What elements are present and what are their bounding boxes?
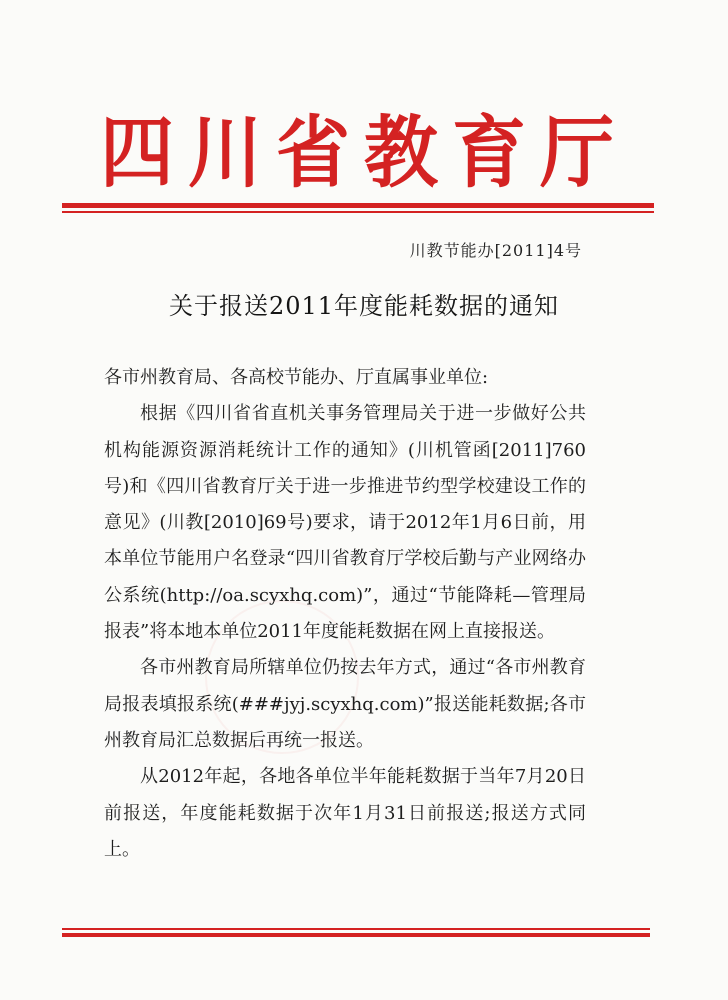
header-thick-rule <box>62 203 654 208</box>
salutation: 各市州教育局、各高校节能办、厅直属事业单位: <box>104 367 489 388</box>
notice-body <box>104 360 586 868</box>
notice-title: 关于报送2011年度能耗数据的通知 <box>168 292 560 320</box>
agency-header-title: 四川省教育厅 <box>100 107 628 199</box>
body-paragraph-1: 根据《四川省省直机关事务管理局关于进一步做好公共机构能源资源消耗统计工作的通知》(川机管函[2011]760号)和《四川省教育厅关于进一步推进节约型学校建设工作的意见》(川教[2010]69号)要求，请于2012年1月6日前，用本单位节能用户名登录“四川省教育厅学校后勤与产业网络办公系统(http://oa.scyxhq.com)”，通过“节能降耗—管理局报表”将本地本单位2011年度能耗数据在网上直接报送。 <box>104 403 586 643</box>
body-paragraph-2: 各市州教育局所辖单位仍按去年方式，通过“各市州教育局报表填报系统(###jyj.scyxhq.com)”报送能耗数据;各市州教育局汇总数据后再统一报送。 <box>104 657 586 751</box>
body-paragraph-3: 从2012年起，各地各单位半年能耗数据于当年7月20日前报送，年度能耗数据于次年1月31日前报送;报送方式同上。 <box>104 766 586 860</box>
document-number: 川教节能办[2011]4号 <box>409 241 582 260</box>
footer-thin-rule <box>62 928 650 930</box>
header-thin-rule <box>62 211 654 213</box>
footer-thick-rule <box>62 933 650 937</box>
